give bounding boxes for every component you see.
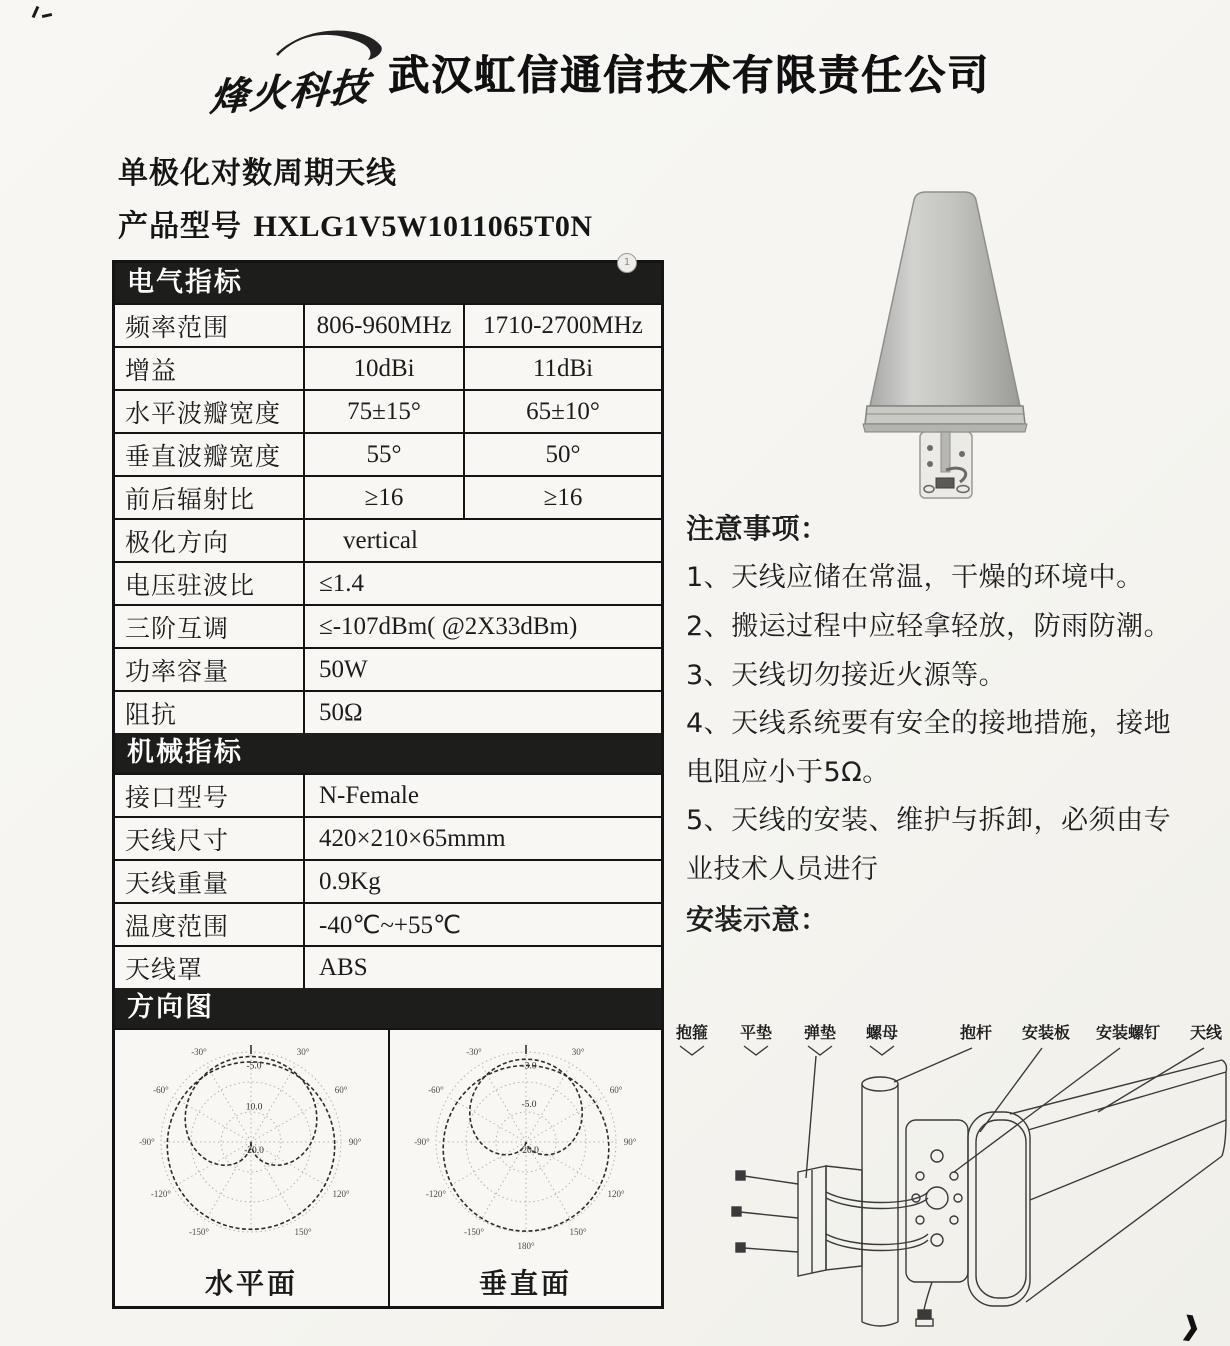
vertical-pattern-caption: 垂直面 <box>478 1267 572 1300</box>
mount-rod <box>941 432 950 472</box>
svg-text:180°: 180° <box>517 1241 535 1251</box>
notes-block <box>686 504 1178 945</box>
svg-text:30°: 30° <box>571 1046 585 1057</box>
svg-text:90°: 90° <box>623 1137 637 1147</box>
table-row <box>115 945 661 988</box>
pattern-section-header: 方向图 <box>115 988 661 1028</box>
product-model-line <box>118 201 592 245</box>
scan-tail-mark: ❱ <box>1178 1310 1204 1344</box>
radiation-pattern-plots <box>115 1028 661 1306</box>
svg-text:-120°: -120° <box>425 1189 446 1199</box>
diagram-label-clamp: 抱箍 <box>676 1023 709 1042</box>
svg-text:120°: 120° <box>332 1189 350 1199</box>
row-value: ABS <box>319 953 368 981</box>
row-label: 天线尺寸 <box>115 818 305 859</box>
scan-corner-mark <box>26 4 52 28</box>
row-value: 50Ω <box>319 698 363 726</box>
diagram-label-flat-washer: 平垫 <box>740 1023 773 1042</box>
row-value: vertical <box>343 526 418 554</box>
scan-stamp-dot: 1 <box>617 253 637 273</box>
diagram-label-pole: 抱杆 <box>960 1023 993 1042</box>
svg-text:-20.0: -20.0 <box>519 1146 539 1156</box>
svg-text:-90°: -90° <box>139 1137 155 1147</box>
svg-text:10.0: 10.0 <box>245 1102 263 1113</box>
svg-text:120°: 120° <box>607 1189 625 1199</box>
logo-text: 烽火科技 <box>208 64 372 120</box>
row-label: 功率容量 <box>115 649 305 690</box>
svg-text:150°: 150° <box>569 1227 587 1238</box>
electrical-section-header: 电气指标 <box>115 263 661 303</box>
svg-text:-150°: -150° <box>463 1227 485 1238</box>
diagram-label-mount-screws: 安装螺钉 <box>1096 1023 1161 1042</box>
rf-connector <box>936 478 954 488</box>
svg-text:-5.0: -5.0 <box>246 1061 262 1072</box>
antenna-radome <box>870 192 1020 406</box>
notes-title: 注意事项： <box>686 512 829 545</box>
row-value: 50W <box>319 655 368 683</box>
note-item: 2、搬运过程中应轻拿轻放，防雨防潮。 <box>686 610 1172 642</box>
table-row <box>115 816 661 859</box>
table-row <box>115 346 661 389</box>
table-row <box>115 902 661 945</box>
row-value: ≤-107dBm( @2X33dBm) <box>319 612 578 640</box>
product-title: 单极化对数周期天线 <box>118 156 397 191</box>
row-value-low-band: 806-960MHz <box>305 305 465 346</box>
company-name: 武汉虹信通信技术有限责任公司 <box>388 51 990 99</box>
table-row <box>115 303 661 346</box>
svg-text:-5.0: -5.0 <box>521 1100 537 1110</box>
note-item: 4、天线系统要有安全的接地措施，接地电阻应小于5Ω。 <box>686 708 1172 788</box>
table-row <box>115 432 661 475</box>
horizontal-pattern-polar-plot <box>115 1032 388 1272</box>
antenna-rim <box>865 406 1025 424</box>
row-value: N-Female <box>319 781 419 809</box>
antenna-lip <box>863 424 1027 432</box>
row-value-low-band: ≥16 <box>305 477 465 518</box>
model-label: 产品型号 <box>118 209 242 244</box>
table-row <box>115 475 661 518</box>
row-value-high-band: 1710-2700MHz <box>483 311 643 339</box>
svg-text:150°: 150° <box>294 1227 312 1238</box>
svg-text:-120°: -120° <box>150 1189 171 1199</box>
row-value-low-band: 75±15° <box>305 391 465 432</box>
svg-text:-60°: -60° <box>153 1085 169 1095</box>
horizontal-pattern-caption: 水平面 <box>204 1267 298 1300</box>
diagram-label-spring-washer: 弹垫 <box>804 1023 837 1042</box>
row-value-high-band: 65±10° <box>526 397 600 425</box>
row-label: 接口型号 <box>115 775 305 816</box>
table-row <box>115 561 661 604</box>
svg-text:-3.0: -3.0 <box>521 1061 537 1072</box>
note-item: 5、天线的安装、维护与拆卸，必须由专业技术人员进行 <box>686 805 1172 885</box>
row-value-low-band: 55° <box>305 434 465 475</box>
table-row <box>115 690 661 733</box>
row-label: 极化方向 <box>115 520 305 561</box>
row-label: 天线罩 <box>115 947 305 988</box>
mechanical-section-header: 机械指标 <box>115 733 661 773</box>
row-label: 温度范围 <box>115 904 305 945</box>
row-value: 0.9Kg <box>319 867 381 895</box>
horizontal-pattern-cell <box>115 1030 388 1306</box>
table-row <box>115 773 661 816</box>
row-value-high-band: 50° <box>545 440 581 468</box>
svg-text:60°: 60° <box>609 1085 623 1095</box>
row-value: 420×210×65mmm <box>319 824 506 852</box>
row-label: 增益 <box>115 348 305 389</box>
row-label: 水平波瓣宽度 <box>115 391 305 432</box>
table-row <box>115 604 661 647</box>
svg-text:30°: 30° <box>296 1046 310 1057</box>
svg-text:-90°: -90° <box>414 1137 430 1147</box>
note-item: 1、天线应储在常温，干燥的环境中。 <box>686 562 1144 594</box>
diagram-label-nut: 螺母 <box>866 1023 899 1042</box>
model-value: HXLG1V5W1011065T0N <box>253 210 593 243</box>
svg-text:-30°: -30° <box>191 1046 207 1057</box>
row-label: 垂直波瓣宽度 <box>115 434 305 475</box>
spec-table <box>112 260 664 1309</box>
row-label: 频率范围 <box>115 305 305 346</box>
note-item: 3、天线切勿接近火源等。 <box>686 659 1007 691</box>
svg-text:-60°: -60° <box>428 1085 444 1095</box>
row-label: 阻抗 <box>115 692 305 733</box>
row-label: 天线重量 <box>115 861 305 902</box>
installation-diagram <box>666 1020 1230 1342</box>
svg-text:60°: 60° <box>334 1085 348 1095</box>
table-row <box>115 859 661 902</box>
svg-text:-20.0: -20.0 <box>244 1146 264 1156</box>
table-row <box>115 647 661 690</box>
svg-text:-30°: -30° <box>466 1046 482 1057</box>
row-value: ≤1.4 <box>319 569 364 597</box>
vertical-pattern-cell <box>388 1030 661 1306</box>
row-value-high-band: 11dBi <box>532 354 594 382</box>
table-row <box>115 389 661 432</box>
company-logo <box>198 20 398 122</box>
row-value-high-band: ≥16 <box>543 483 583 511</box>
row-label: 电压驻波比 <box>115 563 305 604</box>
vertical-pattern-polar-plot <box>390 1032 663 1272</box>
svg-text:90°: 90° <box>348 1137 362 1147</box>
svg-text:-150°: -150° <box>188 1227 210 1238</box>
table-row <box>115 518 661 561</box>
row-label: 前后辐射比 <box>115 477 305 518</box>
diagram-label-mount-plate: 安装板 <box>1022 1023 1071 1042</box>
install-section-title: 安装示意： <box>686 902 829 936</box>
row-value: -40℃~+55℃ <box>319 911 462 939</box>
diagram-label-antenna: 天线 <box>1190 1023 1223 1042</box>
row-value-low-band: 10dBi <box>305 348 465 389</box>
antenna-product-figure <box>850 186 1040 506</box>
row-label: 三阶互调 <box>115 606 305 647</box>
